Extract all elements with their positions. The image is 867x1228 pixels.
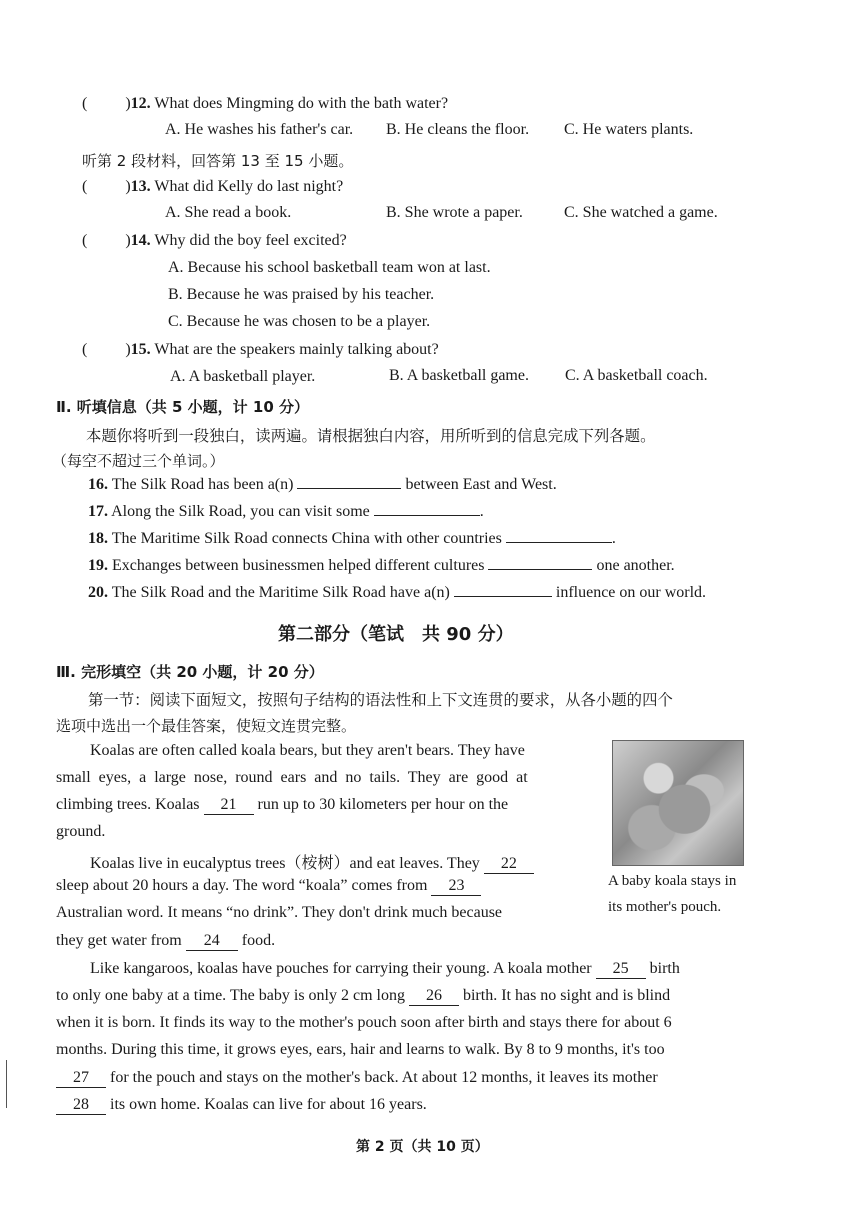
option-13c: C. She watched a game. (564, 204, 718, 221)
fill-item-19: 19. Exchanges between businessmen helped different cultures one another. (88, 557, 675, 574)
answer-blank-16[interactable] (297, 474, 401, 489)
option-15c: C. A basketball coach. (565, 367, 708, 384)
section-note-2: 听第 2 段材料，回答第 13 至 15 小题。 (82, 152, 354, 170)
option-12b: B. He cleans the floor. (386, 121, 530, 138)
answer-blank-19[interactable] (488, 555, 592, 570)
passage-p1-line3: climbing trees. Koalas 21 run up to 30 kilometers per hour on the (56, 796, 509, 813)
passage-p3-line4: months. During this time, it grows eyes, ears, hair and learns to walk. By 8 to 9 months, it's too (56, 1041, 665, 1058)
passage-p1-line4: ground. (56, 823, 106, 840)
cloze-blank-27[interactable]: 27 (56, 1069, 106, 1088)
scan-margin-mark (6, 1060, 7, 1108)
koala-photo (612, 740, 744, 866)
cloze-blank-21[interactable]: 21 (204, 796, 254, 815)
answer-blank-17[interactable] (374, 501, 480, 516)
answer-blank-18[interactable] (506, 528, 612, 543)
cloze-blank-23[interactable]: 23 (431, 877, 481, 896)
passage-p2-line2: sleep about 20 hours a day. The word “koala” comes from 23 (56, 877, 481, 896)
part-2-title: 第二部分（笔试 共 90 分） (278, 624, 514, 645)
option-15b: B. A basketball game. (389, 367, 529, 384)
passage-p3-line2: to only one baby at a time. The baby is only 2 cm long 26 birth. It has no sight and is blind (56, 987, 671, 1004)
section-3-instruction-2: 选项中选出一个最佳答案，使短文连贯完整。 (56, 717, 357, 735)
passage-p1-line1: Koalas are often called koala bears, but they aren't bears. They have (90, 742, 525, 759)
cloze-blank-24[interactable]: 24 (186, 932, 238, 951)
answer-blank-20[interactable] (454, 582, 552, 597)
option-15a: A. A basketball player. (170, 368, 316, 385)
passage-p3-line6: 28 its own home. Koalas can live for about 16 years. (56, 1096, 427, 1115)
cloze-blank-22[interactable]: 22 (484, 855, 534, 874)
question-13: ( )13. What did Kelly do last night? (82, 178, 344, 195)
passage-p1-line2: small eyes, a large nose, round ears and no tails. They are good at (56, 769, 528, 786)
cloze-blank-28[interactable]: 28 (56, 1096, 106, 1115)
passage-p3-line5: 27 for the pouch and stays on the mother's back. At about 12 months, it leaves its mother (56, 1069, 658, 1088)
question-15: ( )15. What are the speakers mainly talking about? (82, 341, 439, 358)
page-footer: 第 2 页（共 10 页） (356, 1139, 489, 1155)
option-14c: C. Because he was chosen to be a player. (168, 313, 431, 330)
passage-p3-line1: Like kangaroos, koalas have pouches for carrying their young. A koala mother 25 birth (90, 960, 680, 977)
passage-p2-line4: they get water from 24 food. (56, 932, 276, 949)
option-13b: B. She wrote a paper. (386, 204, 523, 221)
section-2-instruction-2: （每空不超过三个单词。） (52, 452, 225, 470)
option-13a: A. She read a book. (165, 204, 292, 221)
passage-p2-line3: Australian word. It means “no drink”. They don't drink much because (56, 904, 503, 921)
section-2-heading: Ⅱ. 听填信息（共 5 小题，计 10 分） (56, 398, 310, 416)
cloze-blank-26[interactable]: 26 (409, 987, 459, 1006)
section-2-instruction-1: 本题你将听到一段独白，读两遍。请根据独白内容，用所听到的信息完成下列各题。 (86, 427, 656, 445)
option-12a: A. He washes his father's car. (165, 121, 354, 138)
fill-item-16: 16. The Silk Road has been a(n) between East and West. (88, 476, 557, 493)
photo-caption-line1: A baby koala stays in (608, 873, 737, 889)
option-14b: B. Because he was praised by his teacher. (168, 286, 435, 303)
section-3-instruction-1: 第一节：阅读下面短文，按照句子结构的语法性和上下文连贯的要求，从各小题的四个 (88, 691, 673, 709)
option-14a: A. Because his school basketball team won at last. (168, 259, 491, 276)
option-12c: C. He waters plants. (564, 121, 694, 138)
cloze-blank-25[interactable]: 25 (596, 960, 646, 979)
fill-item-18: 18. The Maritime Silk Road connects China with other countries . (88, 530, 616, 547)
section-3-heading: Ⅲ. 完形填空（共 20 小题，计 20 分） (56, 663, 324, 681)
question-12: ( )12. What does Mingming do with the bath water? (82, 95, 449, 112)
fill-item-17: 17. Along the Silk Road, you can visit some . (88, 503, 484, 520)
question-14: ( )14. Why did the boy feel excited? (82, 232, 347, 249)
passage-p2-line1: Koalas live in eucalyptus trees（桉树）and eat leaves. They 22 (90, 850, 534, 874)
passage-p3-line3: when it is born. It finds its way to the mother's pouch soon after birth and stays there for about 6 (56, 1014, 672, 1031)
photo-caption-line2: its mother's pouch. (608, 899, 722, 915)
fill-item-20: 20. The Silk Road and the Maritime Silk Road have a(n) influence on our world. (88, 584, 707, 601)
